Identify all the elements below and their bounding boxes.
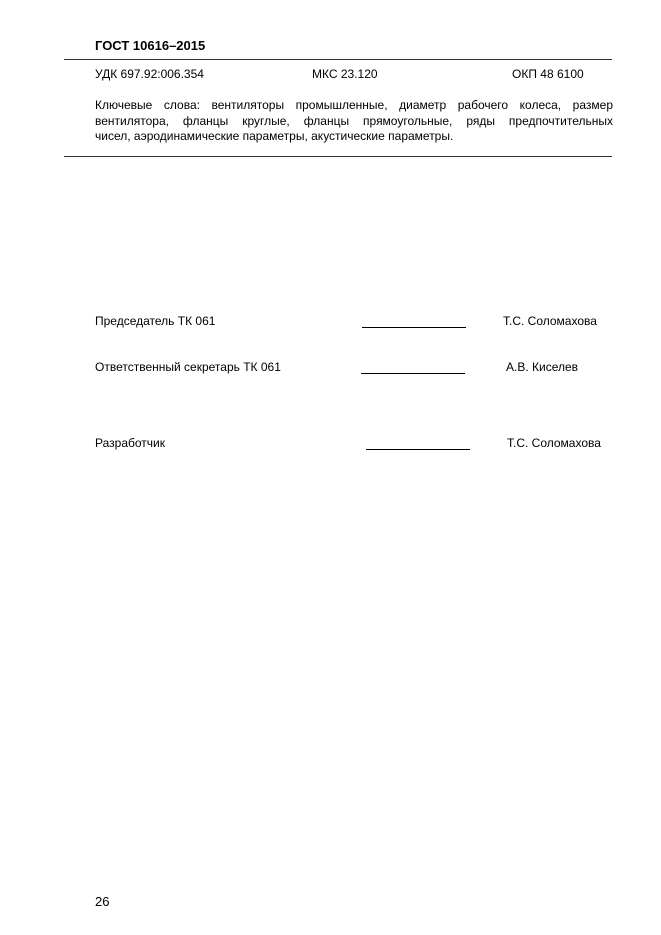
page-number: 26 xyxy=(95,894,110,909)
udk-code: УДК 697.92:006.354 xyxy=(95,67,204,81)
mks-code: МКС 23.120 xyxy=(312,67,378,81)
signature-name-developer: Т.С. Соломахова xyxy=(507,436,601,450)
keywords-line: чисел, аэродинамические параметры, акустические параметры. xyxy=(95,129,454,143)
okp-code: ОКП 48 6100 xyxy=(512,67,584,81)
document-title: ГОСТ 10616–2015 xyxy=(95,38,206,53)
signature-role-chairman: Председатель ТК 061 xyxy=(95,314,216,328)
signature-role-developer: Разработчик xyxy=(95,436,165,450)
keywords-paragraph xyxy=(95,98,613,145)
signature-name-secretary: А.В. Киселев xyxy=(506,360,579,374)
signature-line-secretary xyxy=(361,373,465,374)
signature-line-chairman xyxy=(362,327,466,328)
signature-role-secretary: Ответственный секретарь ТК 061 xyxy=(95,360,281,374)
top-divider xyxy=(64,59,612,60)
keywords-line: вентилятора, фланцы круглые, фланцы прямоугольные, ряды предпочтительных xyxy=(95,113,613,128)
bottom-divider xyxy=(64,156,612,157)
signature-line-developer xyxy=(366,449,470,450)
signature-name-chairman: Т.С. Соломахова xyxy=(503,314,597,328)
keywords-line: Ключевые слова: вентиляторы промышленные, диаметр рабочего колеса, размер xyxy=(95,98,613,112)
